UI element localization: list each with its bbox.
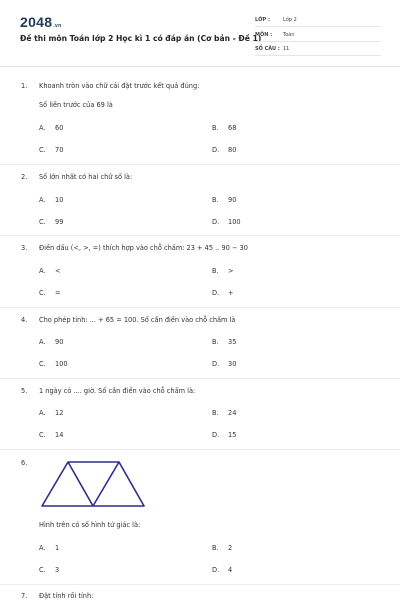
page-header (0, 0, 400, 66)
option-a[interactable]: A. 12 (39, 409, 64, 417)
question-text: 1 ngày có .... giờ. Số cần điền vào chỗ chấm là: (39, 387, 196, 395)
option-b[interactable]: B. > (212, 267, 234, 275)
meta-count (255, 44, 381, 56)
meta-class-label: LỚP : (255, 17, 270, 23)
logo-suffix: .vn (53, 23, 62, 29)
option-c[interactable]: C. 99 (39, 218, 64, 226)
question-text: Cho phép tính: ... + 65 = 100. Số cần điền vào chỗ chấm là (39, 316, 236, 324)
question-text: Điền dấu (<, >, =) thích hợp vào chỗ chấm: 23 + 45 .. 90 − 30 (39, 244, 248, 252)
option-d[interactable]: D. + (212, 289, 234, 297)
site-logo[interactable] (20, 14, 61, 30)
meta-subject (255, 30, 381, 42)
option-a[interactable]: A. 1 (39, 544, 60, 552)
option-d[interactable]: D. 15 (212, 431, 237, 439)
option-a[interactable]: A. 90 (39, 338, 64, 346)
meta-class (255, 15, 381, 27)
meta-count-value: 11 (283, 46, 290, 52)
option-d[interactable]: D. 30 (212, 360, 237, 368)
question-number: 6. (21, 459, 28, 467)
option-b[interactable]: B. 90 (212, 196, 237, 204)
question-divider (0, 307, 400, 308)
question-number: 3. (21, 244, 28, 252)
meta-subject-value: Toán (283, 32, 295, 38)
logo-text: 2048 (20, 14, 53, 30)
question-number: 7. (21, 592, 28, 600)
question-divider (0, 584, 400, 585)
question-number: 1. (21, 82, 28, 90)
question-divider (0, 235, 400, 236)
question-number: 4. (21, 316, 28, 324)
question-divider (0, 378, 400, 379)
question-number: 2. (21, 173, 28, 181)
option-c[interactable]: C. 14 (39, 431, 64, 439)
meta-class-value: Lớp 2 (283, 17, 297, 23)
figure-line-2 (93, 462, 119, 506)
option-c[interactable]: C. 70 (39, 146, 64, 154)
option-c[interactable]: C. 100 (39, 360, 68, 368)
question-divider (0, 449, 400, 450)
question-text: Đặt tính rồi tính: (39, 592, 94, 600)
question-subtext: Số liền trước của 69 là (39, 101, 113, 109)
question-number: 5. (21, 387, 28, 395)
option-b[interactable]: B. 2 (212, 544, 233, 552)
meta-subject-label: MÔN : (255, 32, 273, 38)
question-divider (0, 164, 400, 165)
option-a[interactable]: A. < (39, 267, 61, 275)
option-a[interactable]: A. 10 (39, 196, 64, 204)
question-text: Khoanh tròn vào chữ cái đặt trước kết quả đúng: (39, 82, 200, 90)
option-c[interactable]: C. = (39, 289, 61, 297)
option-b[interactable]: B. 35 (212, 338, 237, 346)
option-d[interactable]: D. 4 (212, 566, 233, 574)
figure-outline (42, 462, 144, 506)
option-d[interactable]: D. 80 (212, 146, 237, 154)
header-divider (0, 66, 400, 67)
option-b[interactable]: B. 24 (212, 409, 237, 417)
option-c[interactable]: C. 3 (39, 566, 60, 574)
figure-line-1 (68, 462, 93, 506)
question-text: Hình trên có số hình tứ giác là: (39, 521, 141, 529)
question-text: Số lớn nhất có hai chữ số là: (39, 173, 133, 181)
meta-count-label: SỐ CÂU : (255, 46, 280, 52)
option-a[interactable]: A. 60 (39, 124, 64, 132)
option-d[interactable]: D. 100 (212, 218, 241, 226)
document-title: Đề thi môn Toán lớp 2 Học kì 1 có đáp án (Cơ bản - Đề 1) (20, 34, 262, 43)
trapezoid-figure (40, 460, 148, 510)
option-b[interactable]: B. 68 (212, 124, 237, 132)
